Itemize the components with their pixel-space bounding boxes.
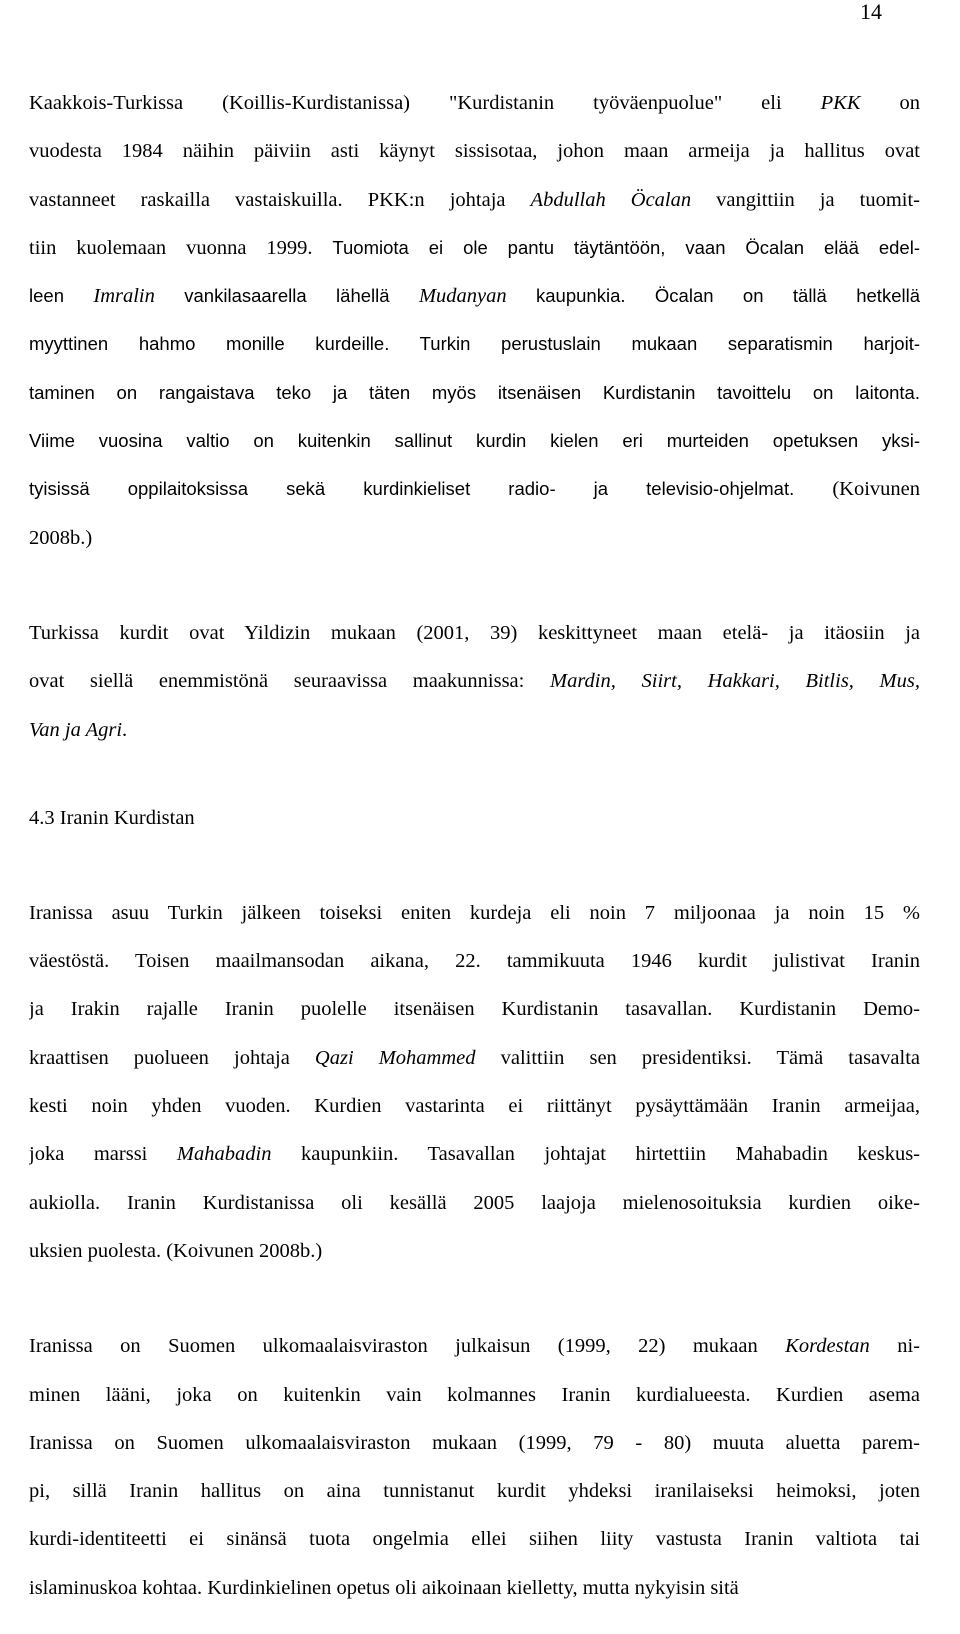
- text-run: kesti noin yhden vuoden. Kurdien vastarinta ei riittänyt pysäyttämään Iranin armeijaa,: [29, 1095, 920, 1118]
- text-run: Iranissa on Suomen ulkomaalaisviraston mukaan (1999, 79 - 80) muuta aluetta parem-: [29, 1431, 920, 1454]
- text-run: Iranissa on Suomen ulkomaalaisviraston julkaisun (1999, 22) mukaan: [29, 1335, 786, 1358]
- text-run: Viime vuosina valtio on kuitenkin sallinut kurdin kielen eri murteiden opetuksen yksi-: [29, 430, 920, 452]
- paragraph-turkey-provinces: [29, 609, 920, 754]
- text-line: [29, 609, 920, 657]
- text-run: pi, sillä Iranin hallitus on aina tunnistanut kurdit yhdeksi iranilaiseksi heimoksi, joten: [29, 1480, 920, 1503]
- text-line: [29, 1371, 920, 1419]
- text-run: minen lääni, joka on kuitenkin vain kolmannes Iranin kurdialueesta. Kurdien asema: [29, 1383, 920, 1406]
- text-line: [29, 272, 920, 320]
- text-run: vankilasaarella lähellä: [154, 285, 419, 307]
- text-line: [29, 465, 920, 513]
- text-run: kurdi-identiteetti ei sinänsä tuota ongelmia ellei siihen liity vastusta Iranin valtiota tai: [29, 1528, 920, 1551]
- italic-text: Mahabadin: [176, 1143, 272, 1166]
- text-run: ja Irakin rajalle Iranin puolelle itsenäisen Kurdistanin tasavallan. Kurdistanin Demo-: [29, 998, 920, 1021]
- text-line: [29, 1179, 920, 1227]
- text-line: [29, 1322, 920, 1370]
- text-run: 2008b.): [29, 526, 93, 549]
- text-run: (Koivunen: [832, 478, 920, 501]
- text-run: aukiolla. Iranin Kurdistanissa oli kesällä 2005 laajoja mielenosoituksia kurdien oike-: [29, 1191, 920, 1214]
- text-line: [29, 889, 920, 937]
- text-run: kaupunkiin. Tasavallan johtajat hirtettiin Mahabadin keskus-: [271, 1143, 920, 1166]
- page-number: 14: [860, 0, 882, 24]
- text-run: ni-: [869, 1335, 920, 1358]
- text-run: vuodesta 1984 näihin päiviin asti käynyt sissisotaa, johon maan armeija ja hallitus ovat: [29, 140, 920, 163]
- text-line: [29, 514, 920, 562]
- text-line: [29, 369, 920, 417]
- text-line: [29, 1564, 920, 1612]
- text-line: [29, 1467, 920, 1515]
- text-run: myyttinen hahmo monille kurdeille.: [29, 333, 420, 355]
- italic-text: Mudanyan: [418, 285, 507, 308]
- text-run: vastanneet raskailla vastaiskuilla. PKK:n johtaja: [29, 188, 531, 211]
- text-run: vangittiin ja tuomit-: [691, 188, 920, 211]
- text-run: on: [860, 92, 920, 114]
- text-line: [29, 320, 920, 368]
- italic-text: Imralin: [93, 285, 155, 308]
- text-run: valittiin sen presidentiksi. Tämä tasavalta: [475, 1046, 920, 1069]
- text-line: [29, 985, 920, 1033]
- text-run: Iranissa asuu Turkin jälkeen toiseksi eniten kurdeja eli noin 7 miljoonaa ja noin 15 %: [29, 901, 920, 924]
- italic-text: PKK: [820, 92, 861, 114]
- text-run: tiin kuolemaan vuonna 1999.: [29, 236, 333, 259]
- text-run: Turkissa kurdit ovat Yildizin mukaan (2001, 39) keskittyneet maan etelä- ja itäosiin ja: [29, 621, 920, 644]
- paragraph-iran-province: [29, 1322, 920, 1612]
- text-line: [29, 224, 920, 272]
- text-run: .: [122, 718, 128, 741]
- text-run: leen: [29, 285, 94, 307]
- text-line: [29, 176, 920, 224]
- italic-text: Kordestan: [785, 1335, 870, 1358]
- italic-text: Mardin, Siirt, Hakkari, Bitlis, Mus,: [550, 670, 920, 693]
- text-line: [29, 657, 920, 705]
- text-run: islaminuskoa kohtaa. Kurdinkielinen opetus oli aikoinaan kielletty, mutta nykyisin sitä: [29, 1576, 739, 1599]
- text-run: uksien puolesta. (Koivunen 2008b.): [29, 1239, 323, 1262]
- text-line: [29, 1034, 920, 1082]
- text-line: [29, 1515, 920, 1563]
- text-run: Tuomiota ei ole pantu täytäntöön, vaan Öcalan elää edel-: [332, 236, 920, 258]
- section-heading: 4.3 Iranin Kurdistan: [29, 806, 195, 829]
- text-run: väestöstä. Toisen maailmansodan aikana, 22. tammikuuta 1946 kurdit julistivat Iranin: [29, 950, 920, 973]
- text-run: joka marssi: [29, 1143, 177, 1166]
- italic-text: Abdullah Öcalan: [530, 188, 692, 211]
- text-run: Turkin perustuslain mukaan separatismin harjoit-: [419, 333, 920, 355]
- text-line: [29, 417, 920, 465]
- document-body: [29, 79, 920, 1612]
- text-line: [29, 1082, 920, 1130]
- text-line: [29, 706, 920, 754]
- text-line: [29, 1130, 920, 1178]
- text-line: [29, 127, 920, 175]
- text-line: [29, 1419, 920, 1467]
- text-run: Kaakkois-Turkissa (Koillis-Kurdistanissa) "Kurdistanin työväenpuolue" eli: [29, 92, 821, 114]
- paragraph-iran-kurdistan: [29, 889, 920, 1275]
- italic-text: Van ja Agri: [29, 718, 123, 741]
- text-line: [29, 79, 920, 127]
- paragraph-turkey-pkk: [29, 79, 920, 562]
- text-line: [29, 937, 920, 985]
- italic-text: Qazi Mohammed: [314, 1046, 476, 1069]
- text-line: [29, 1227, 920, 1275]
- text-run: kraattisen puolueen johtaja: [29, 1046, 315, 1069]
- text-run: taminen on rangaistava teko ja täten myös itsenäisen Kurdistanin tavoittelu on laitonta.: [29, 381, 920, 403]
- text-run: kaupunkia. Öcalan on tällä hetkellä: [506, 285, 920, 307]
- text-run: tyisissä oppilaitoksissa sekä kurdinkieliset radio- ja televisio-ohjelmat.: [29, 478, 833, 500]
- text-run: ovat siellä enemmistönä seuraavissa maakunnissa:: [29, 670, 550, 693]
